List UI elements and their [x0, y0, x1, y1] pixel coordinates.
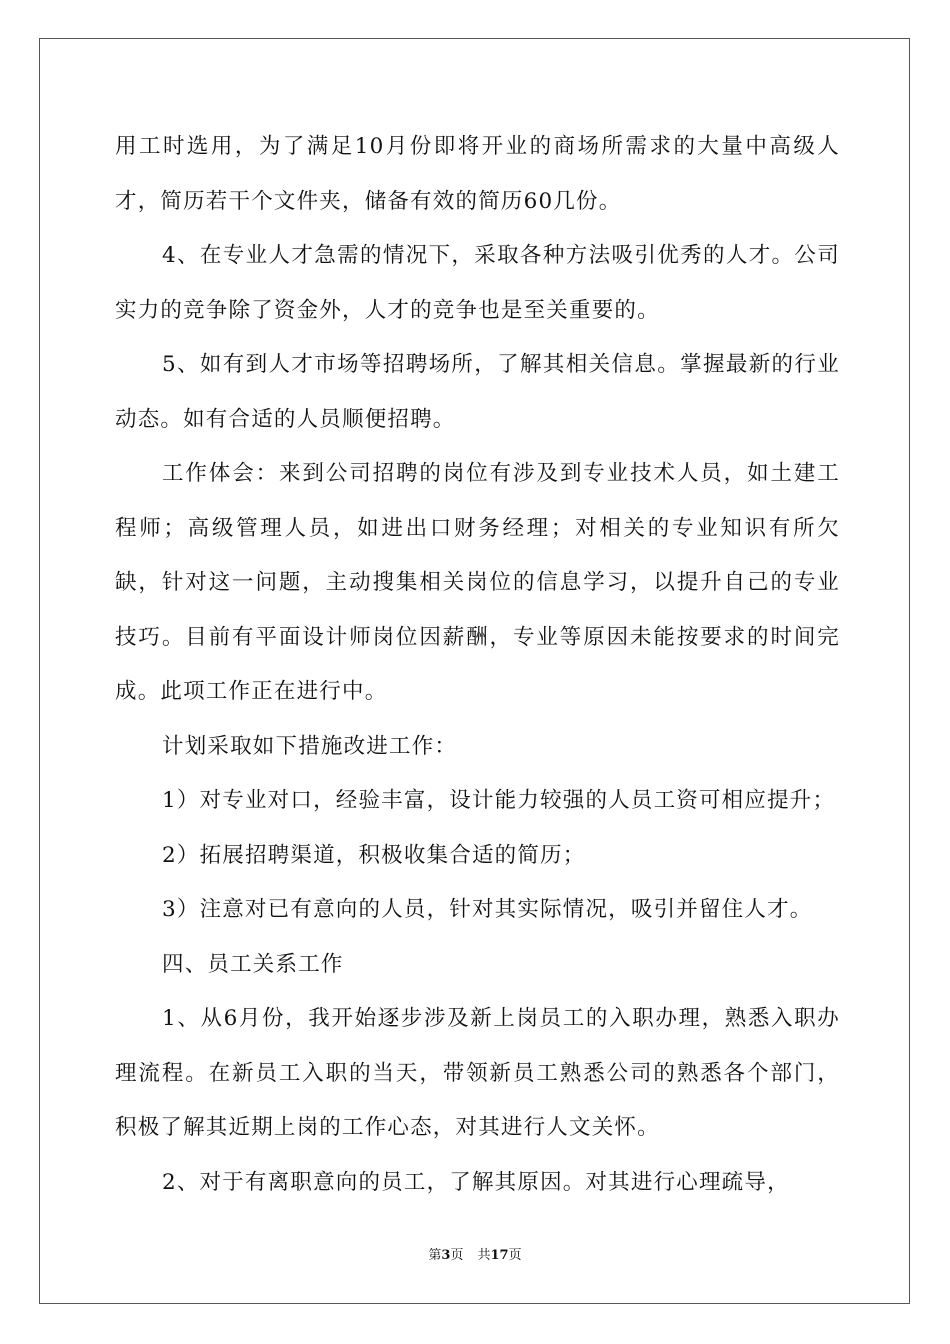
paragraph-8: 3）注意对已有意向的人员，针对其实际情况，吸引并留住人才。	[162, 897, 813, 922]
paragraph-1: 用工时选用，为了满足10月份即将开业的商场所需求的大量中高级人才，简历若干个文件夹，储备有效的简历60几份。	[115, 134, 840, 214]
paragraph-2: 4、在专业人才急需的情况下，采取各种方法吸引优秀的人才。公司实力的竞争除了资金外，人才的竞争也是至关重要的。	[115, 243, 840, 323]
paragraph-7: 2）拓展招聘渠道，积极收集合适的简历；	[162, 842, 586, 868]
paragraph-5: 计划采取如下措施改进工作：	[162, 733, 458, 759]
page-number: 3	[441, 1248, 451, 1263]
total-pages: 17	[490, 1248, 509, 1263]
paragraph-6: 1）对专业对口，经验丰富，设计能力较强的人员工资可相应提升；	[162, 788, 836, 813]
section-heading: 四、员工关系工作	[162, 951, 344, 977]
paragraph-3: 5、如有到人才市场等招聘场所，了解其相关信息。掌握最新的行业动态。如有合适的人员顺便招聘。	[115, 352, 840, 432]
paragraph-10: 1、从6月份，我开始逐步涉及新上岗员工的入职办理，熟悉入职办理流程。在新员工入职的当天，带领新员工熟悉公司的熟悉各个部门，积极了解其近期上岗的工作心态，对其进行人文关怀。	[115, 1006, 840, 1140]
paragraph-11: 2、对于有离职意向的员工，了解其原因。对其进行心理疏导，	[162, 1169, 790, 1195]
document-body	[115, 120, 840, 1210]
total-prefix: 共	[477, 1248, 491, 1263]
total-suffix: 页	[508, 1248, 522, 1263]
page-prefix: 第	[428, 1248, 442, 1263]
page-suffix: 页	[450, 1248, 464, 1263]
page-footer	[0, 1244, 950, 1263]
paragraph-4: 工作体会：来到公司招聘的岗位有涉及到专业技术人员，如土建工程师；高级管理人员，如进出口财务经理；对相关的专业知识有所欠缺，针对这一问题，主动搜集相关岗位的信息学习，以提升自己的专业技巧。目前有平面设计师岗位因薪酬，专业等原因未能按要求的时间完成。此项工作正在进行中。	[115, 461, 840, 704]
